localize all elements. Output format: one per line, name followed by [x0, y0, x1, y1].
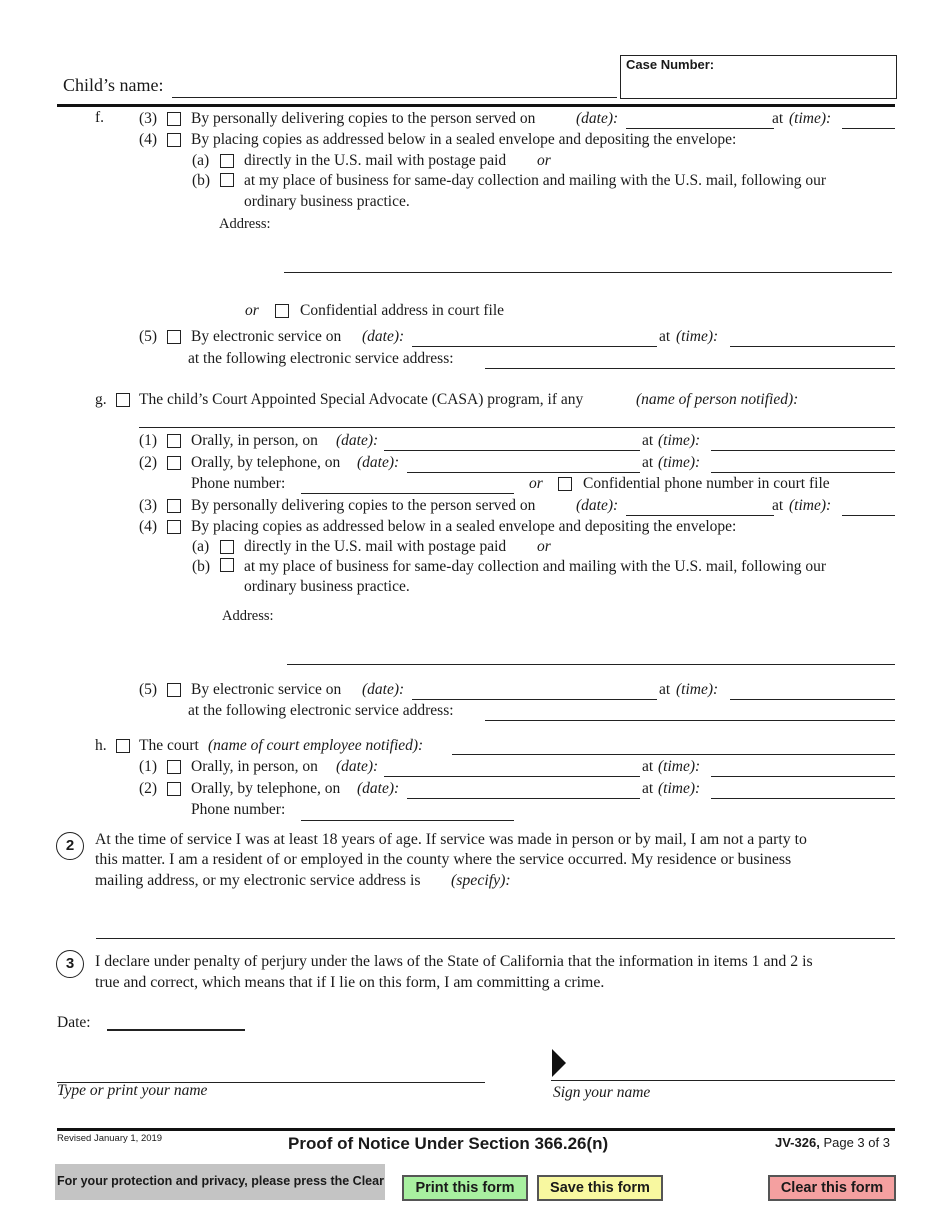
- e-address-label: at the following electronic service address:: [188, 702, 454, 719]
- f5-e-address-field[interactable]: [485, 368, 895, 369]
- f5-text: By electronic service on: [191, 328, 342, 345]
- item-number: (5): [139, 328, 158, 345]
- signature-date-field[interactable]: [107, 1029, 245, 1031]
- confidential-address-label: Confidential address in court file: [300, 302, 505, 319]
- item-2-number: 2: [56, 832, 84, 860]
- time-label: (time):: [676, 681, 719, 698]
- at-label: at: [642, 758, 654, 775]
- at-label: at: [642, 454, 654, 471]
- childs-name-field[interactable]: [172, 97, 617, 98]
- address-label: Address:: [219, 216, 271, 232]
- g5-e-address-field[interactable]: [485, 720, 895, 721]
- g2-confidential-phone-checkbox[interactable]: [558, 477, 572, 491]
- privacy-note: [55, 1164, 385, 1200]
- arrow-right-icon: [552, 1049, 566, 1077]
- g4b-text-cont: ordinary business practice.: [244, 578, 410, 595]
- f-address-field[interactable]: [284, 272, 892, 273]
- g1-checkbox[interactable]: [167, 434, 181, 448]
- h2-time-field[interactable]: [711, 798, 895, 799]
- g3-text: By personally delivering copies to the person served on: [191, 497, 536, 514]
- time-label: (time):: [789, 497, 832, 514]
- g4-text: By placing copies as addressed below in a sealed envelope and depositing the envelope:: [191, 518, 737, 535]
- item-2-text: At the time of service I was at least 18 years of age. If service was made in person or by mail, I am not a party to: [95, 831, 807, 848]
- g4a-text: directly in the U.S. mail with postage paid: [244, 538, 507, 555]
- g-name-field[interactable]: [139, 427, 895, 428]
- g4-checkbox[interactable]: [167, 520, 181, 534]
- address-label: Address:: [222, 608, 274, 624]
- h-name-hint: (name of court employee notified):: [208, 737, 424, 754]
- e-address-label: at the following electronic service address:: [188, 350, 454, 367]
- phone-label: Phone number:: [191, 801, 286, 818]
- f4b-text-cont: ordinary business practice.: [244, 193, 410, 210]
- or-label: or: [529, 475, 543, 492]
- f4a-text: directly in the U.S. mail with postage paid: [244, 152, 507, 169]
- g4b-text: at my place of business for same-day collection and mailing with the U.S. mail, following our: [244, 558, 826, 575]
- g3-date-field[interactable]: [626, 515, 774, 516]
- f5-date-field[interactable]: [412, 346, 657, 347]
- or-label: or: [245, 302, 259, 319]
- or-label: or: [537, 152, 551, 169]
- g2-checkbox[interactable]: [167, 456, 181, 470]
- date-label: Date:: [57, 1014, 91, 1031]
- footer-rule: [57, 1128, 895, 1131]
- g5-text: By electronic service on: [191, 681, 342, 698]
- childs-name-label: Child’s name:: [63, 75, 164, 95]
- sub-item-a: (a): [192, 538, 210, 555]
- form-id-code: JV-326,: [775, 1135, 820, 1150]
- g-address-field[interactable]: [287, 664, 895, 665]
- f3-date-field[interactable]: [626, 128, 774, 129]
- h2-checkbox[interactable]: [167, 782, 181, 796]
- f3-time-field[interactable]: [842, 128, 895, 129]
- item-number: (1): [139, 432, 158, 449]
- item-2-address-field[interactable]: [96, 938, 895, 939]
- g4a-checkbox[interactable]: [220, 540, 234, 554]
- time-label: (time):: [658, 780, 701, 797]
- date-label: (date):: [576, 110, 619, 127]
- section-f-letter: f.: [95, 109, 105, 126]
- revised-date: Revised January 1, 2019: [57, 1133, 163, 1144]
- at-label: at: [772, 110, 784, 127]
- specify-hint: (specify):: [451, 872, 511, 889]
- g2-phone-field[interactable]: [301, 493, 514, 494]
- h1-text: Orally, in person, on: [191, 758, 318, 775]
- at-label: at: [659, 328, 671, 345]
- g1-text: Orally, in person, on: [191, 432, 318, 449]
- phone-label: Phone number:: [191, 475, 286, 492]
- item-number: (3): [139, 497, 158, 514]
- date-label: (date):: [362, 328, 405, 345]
- item-number: (4): [139, 518, 158, 535]
- time-label: (time):: [676, 328, 719, 345]
- f-confidential-address-checkbox[interactable]: [275, 304, 289, 318]
- item-3-number: 3: [56, 950, 84, 978]
- item-number: (3): [139, 110, 158, 127]
- g-checkbox[interactable]: [116, 393, 130, 407]
- date-label: (date):: [336, 758, 379, 775]
- f4-checkbox[interactable]: [167, 133, 181, 147]
- date-label: (date):: [336, 432, 379, 449]
- header-rule: [57, 104, 895, 107]
- item-2-text-cont: mailing address, or my electronic service address is: [95, 872, 421, 889]
- form-title: Proof of Notice Under Section 366.26(n): [288, 1134, 609, 1153]
- h-text: The court: [139, 737, 199, 754]
- f4-text: By placing copies as addressed below in a sealed envelope and depositing the envelope:: [191, 131, 737, 148]
- sub-item-a: (a): [192, 152, 210, 169]
- page-number: Page 3 of 3: [823, 1135, 890, 1150]
- g2-date-field[interactable]: [407, 472, 640, 473]
- time-label: (time):: [658, 454, 701, 471]
- time-label: (time):: [658, 432, 701, 449]
- sub-item-b: (b): [192, 558, 211, 575]
- item-3-text: I declare under penalty of perjury under the laws of the State of California that the information in items 1 and 2 is: [95, 953, 813, 970]
- f4b-checkbox[interactable]: [220, 173, 234, 187]
- print-name-label: Type or print your name: [57, 1082, 208, 1099]
- item-2-text-cont: this matter. I am a resident of or employed in the county where the service occurred. My residence or business: [95, 851, 792, 868]
- item-number: (5): [139, 681, 158, 698]
- date-label: (date):: [357, 454, 400, 471]
- g5-date-field[interactable]: [412, 699, 657, 700]
- item-3-text-cont: true and correct, which means that if I lie on this form, I am committing a crime.: [95, 974, 605, 991]
- at-label: at: [642, 432, 654, 449]
- item-number: (2): [139, 780, 158, 797]
- clear-button[interactable]: Clear this form: [768, 1175, 896, 1201]
- g3-time-field[interactable]: [842, 515, 895, 516]
- g2-time-field[interactable]: [711, 472, 895, 473]
- f3-text: By personally delivering copies to the person served on: [191, 110, 536, 127]
- print-button[interactable]: Print this form: [402, 1175, 528, 1201]
- sign-name-label: Sign your name: [553, 1084, 651, 1101]
- g5-checkbox[interactable]: [167, 683, 181, 697]
- item-number: (2): [139, 454, 158, 471]
- item-number: (4): [139, 131, 158, 148]
- h-name-field[interactable]: [452, 754, 895, 755]
- h2-date-field[interactable]: [407, 798, 640, 799]
- item-number: (1): [139, 758, 158, 775]
- h1-date-field[interactable]: [384, 776, 640, 777]
- save-button[interactable]: Save this form: [537, 1175, 663, 1201]
- case-number-label: Case Number:: [626, 57, 715, 72]
- f4b-text: at my place of business for same-day collection and mailing with the U.S. mail, following our: [244, 172, 826, 189]
- date-label: (date):: [362, 681, 405, 698]
- at-label: at: [772, 497, 784, 514]
- section-g-letter: g.: [95, 391, 107, 408]
- h-checkbox[interactable]: [116, 739, 130, 753]
- f5-checkbox[interactable]: [167, 330, 181, 344]
- f5-time-field[interactable]: [730, 346, 895, 347]
- g-name-hint: (name of person notified):: [636, 391, 799, 408]
- sub-item-b: (b): [192, 172, 211, 189]
- g-text: The child’s Court Appointed Special Advocate (CASA) program, if any: [139, 391, 584, 408]
- signature-field[interactable]: [551, 1080, 895, 1081]
- date-label: (date):: [576, 497, 619, 514]
- at-label: at: [659, 681, 671, 698]
- g4b-checkbox[interactable]: [220, 558, 234, 572]
- h2-text: Orally, by telephone, on: [191, 780, 341, 797]
- form-id: [775, 1135, 890, 1151]
- f3-checkbox[interactable]: [167, 112, 181, 126]
- h1-time-field[interactable]: [711, 776, 895, 777]
- privacy-note-text: For your protection and privacy, please press the Clear: [57, 1174, 384, 1188]
- confidential-phone-label: Confidential phone number in court file: [583, 475, 830, 492]
- g2-text: Orally, by telephone, on: [191, 454, 341, 471]
- g1-date-field[interactable]: [384, 450, 640, 451]
- or-label: or: [537, 538, 551, 555]
- at-label: at: [642, 780, 654, 797]
- h1-checkbox[interactable]: [167, 760, 181, 774]
- date-label: (date):: [357, 780, 400, 797]
- time-label: (time):: [789, 110, 832, 127]
- g5-time-field[interactable]: [730, 699, 895, 700]
- g3-checkbox[interactable]: [167, 499, 181, 513]
- time-label: (time):: [658, 758, 701, 775]
- f4a-checkbox[interactable]: [220, 154, 234, 168]
- g1-time-field[interactable]: [711, 450, 895, 451]
- section-h-letter: h.: [95, 737, 107, 754]
- h2-phone-field[interactable]: [301, 820, 514, 821]
